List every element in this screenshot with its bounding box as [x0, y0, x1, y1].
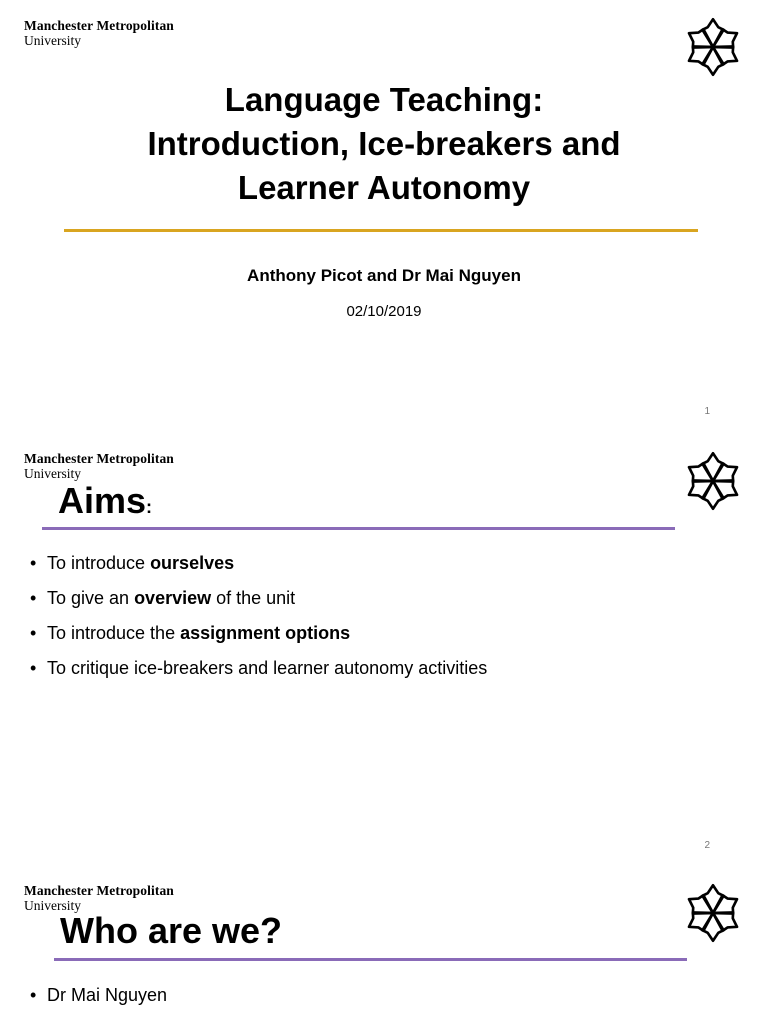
university-wordmark [24, 452, 174, 480]
university-wordmark [24, 19, 174, 47]
list-item [30, 553, 487, 573]
list-item [30, 588, 487, 608]
slide-heading [58, 480, 152, 522]
slide-1 [0, 0, 768, 432]
people-list [30, 985, 167, 1020]
aims-list [30, 553, 487, 693]
wordmark-line-2: University [24, 32, 81, 48]
item-emphasis: assignment options [180, 623, 351, 643]
mmu-flower-icon [680, 14, 746, 80]
list-item [30, 658, 487, 678]
item-text: To critique ice-breakers and learner autonomy activities [47, 658, 488, 678]
page-number: 2 [704, 840, 710, 851]
title-line-3: Learner Autonomy [237, 169, 531, 206]
university-wordmark [24, 884, 174, 912]
item-text: To give an [47, 588, 135, 608]
bullet-marker: • [30, 588, 37, 608]
wordmark-line-1: Manchester Metropolitan [24, 18, 174, 33]
item-text: Dr Mai Nguyen [47, 985, 168, 1005]
mmu-flower-icon [680, 880, 746, 946]
wordmark-line-2: University [24, 465, 81, 481]
list-item [30, 985, 167, 1005]
title-line-2: Introduction, Ice-breakers and [147, 125, 621, 162]
list-item [30, 623, 487, 643]
mmu-flower-icon [680, 448, 746, 514]
bullet-marker: • [30, 985, 37, 1005]
bullet-marker: • [30, 553, 37, 573]
title-line-1: Language Teaching: [224, 81, 544, 118]
bullet-marker: • [30, 623, 37, 643]
item-emphasis: ourselves [150, 553, 235, 573]
heading-colon: : [146, 497, 153, 517]
heading-text: Aims [58, 480, 147, 521]
item-emphasis: overview [134, 588, 212, 608]
wordmark-line-2: University [24, 897, 81, 913]
heading-divider [54, 958, 687, 961]
slide-3 [0, 864, 768, 1024]
item-text-after: of the unit [211, 588, 296, 608]
item-text: To introduce [47, 553, 151, 573]
slide-title [60, 78, 708, 210]
presentation-date: 02/10/2019 [346, 303, 422, 320]
heading-divider [42, 527, 675, 530]
authors: Anthony Picot and Dr Mai Nguyen [247, 266, 521, 285]
slide-2 [0, 432, 768, 864]
page-number: 1 [704, 406, 710, 417]
item-text: To introduce the [47, 623, 181, 643]
wordmark-line-1: Manchester Metropolitan [24, 883, 174, 898]
title-divider [64, 229, 698, 232]
slide-heading: Who are we? [60, 910, 283, 951]
wordmark-line-1: Manchester Metropolitan [24, 451, 174, 466]
bullet-marker: • [30, 658, 37, 678]
